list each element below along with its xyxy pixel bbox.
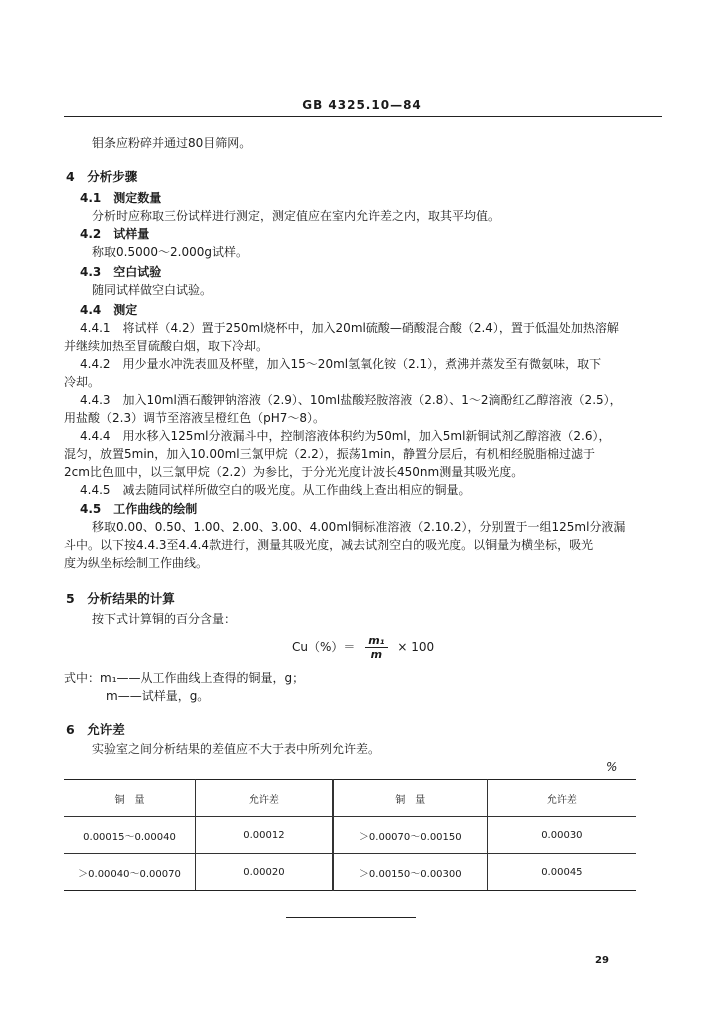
tolerance-table [64, 779, 636, 891]
table-cell: 0.00030 [487, 817, 636, 854]
formula-rhs: × 100 [397, 640, 435, 654]
subsection-heading-4-5: 4.5 工作曲线的绘制 [80, 502, 198, 516]
paragraph-line: 度为纵坐标绘制工作曲线。 [64, 556, 209, 570]
table-cell: 0.00020 [196, 854, 333, 891]
section-heading-5: 5 分析结果的计算 [66, 591, 175, 606]
column-header: 允许差 [196, 780, 333, 817]
paragraph-line: 用盐酸（2.3）调节至溶液呈橙红色（pH7～8）。 [64, 411, 325, 425]
variable-definition: 式中：m₁——从工作曲线上查得的铜量，g； [64, 671, 305, 685]
formula-numerator: m₁ [365, 634, 387, 648]
table-cell: 0.00012 [196, 817, 333, 854]
table-cell: ＞0.00040～0.00070 [64, 854, 196, 891]
table-cell: ＞0.00150～0.00300 [333, 854, 487, 891]
paragraph-line: 分析时应称取三份试样进行测定，测定值应在室内允许差之内，取其平均值。 [92, 209, 501, 223]
section-heading-4: 4 分析步骤 [66, 169, 138, 184]
table-row [64, 854, 636, 891]
paragraph-line: 冷却。 [64, 375, 101, 389]
formula-lhs: Cu（%）＝ [292, 640, 356, 654]
paragraph-line: 钼条应粉碎并通过80目筛网。 [92, 136, 252, 150]
subsection-heading-4-3: 4.3 空白试验 [80, 265, 162, 279]
column-header: 铜 量 [64, 780, 196, 817]
variable-definition: m——试样量，g。 [106, 689, 210, 703]
copper-formula [292, 634, 434, 661]
subsection-heading-4-1: 4.1 测定数量 [80, 191, 162, 205]
page-number: 29 [595, 955, 609, 966]
paragraph-line: 并继续加热至冒硫酸白烟，取下冷却。 [64, 339, 269, 353]
paragraph-line: 随同试样做空白试验。 [92, 283, 213, 297]
subsection-heading-4-4: 4.4 测定 [80, 303, 138, 317]
table-unit: % [606, 760, 618, 774]
paragraph-line: 2cm比色皿中，以三氯甲烷（2.2）为参比，于分光光度计波长450nm测量其吸光度。 [64, 465, 524, 479]
table-header-row [64, 780, 636, 817]
document-header: GB 4325.10—84 [302, 98, 422, 112]
paragraph-line: 4.4.2 用少量水冲洗表皿及杯壁，加入15～20ml氢氧化铵（2.1），煮沸并蒸发至有微氨味，取下 [80, 357, 602, 371]
table-row [64, 817, 636, 854]
paragraph-line: 称取0.5000～2.000g试样。 [92, 245, 248, 259]
paragraph-line: 4.4.1 将试样（4.2）置于250ml烧杯中，加入20ml硫酸—硝酸混合酸（2.4），置于低温处加热溶解 [80, 321, 619, 335]
end-rule [286, 917, 416, 918]
paragraph-line: 移取0.00、0.50、1.00、2.00、3.00、4.00ml铜标准溶液（2.10.2），分别置于一组125ml分液漏 [92, 520, 626, 534]
formula-fraction [365, 634, 387, 661]
column-header: 允许差 [487, 780, 636, 817]
paragraph-line: 4.4.5 减去随同试样所做空白的吸光度。从工作曲线上查出相应的铜量。 [80, 483, 471, 497]
table-cell: ＞0.00070～0.00150 [333, 817, 487, 854]
section-heading-6: 6 允许差 [66, 722, 125, 737]
paragraph-line: 按下式计算铜的百分含量： [92, 612, 237, 626]
paragraph-line: 混匀，放置5min，加入10.00ml三氯甲烷（2.2），振荡1min，静置分层后，有机相经脱脂棉过滤于 [64, 447, 595, 461]
paragraph-line: 实验室之间分析结果的差值应不大于表中所列允许差。 [92, 742, 381, 756]
paragraph-line: 4.4.4 用水移入125ml分液漏斗中，控制溶液体积约为50ml，加入5ml新铜试剂乙醇溶液（2.6）， [80, 429, 611, 443]
subsection-heading-4-2: 4.2 试样量 [80, 227, 150, 241]
table-cell: 0.00015～0.00040 [64, 817, 196, 854]
header-rule [64, 116, 662, 117]
table-cell: 0.00045 [487, 854, 636, 891]
formula-denominator: m [370, 648, 383, 661]
paragraph-line: 4.4.3 加入10ml酒石酸钾钠溶液（2.9）、10ml盐酸羟胺溶液（2.8）、1～2滴酚红乙醇溶液（2.5）， [80, 393, 622, 407]
column-header: 铜 量 [333, 780, 487, 817]
paragraph-line: 斗中。以下按4.4.3至4.4.4款进行，测量其吸光度，减去试剂空白的吸光度。以铜量为横坐标，吸光 [64, 538, 594, 552]
